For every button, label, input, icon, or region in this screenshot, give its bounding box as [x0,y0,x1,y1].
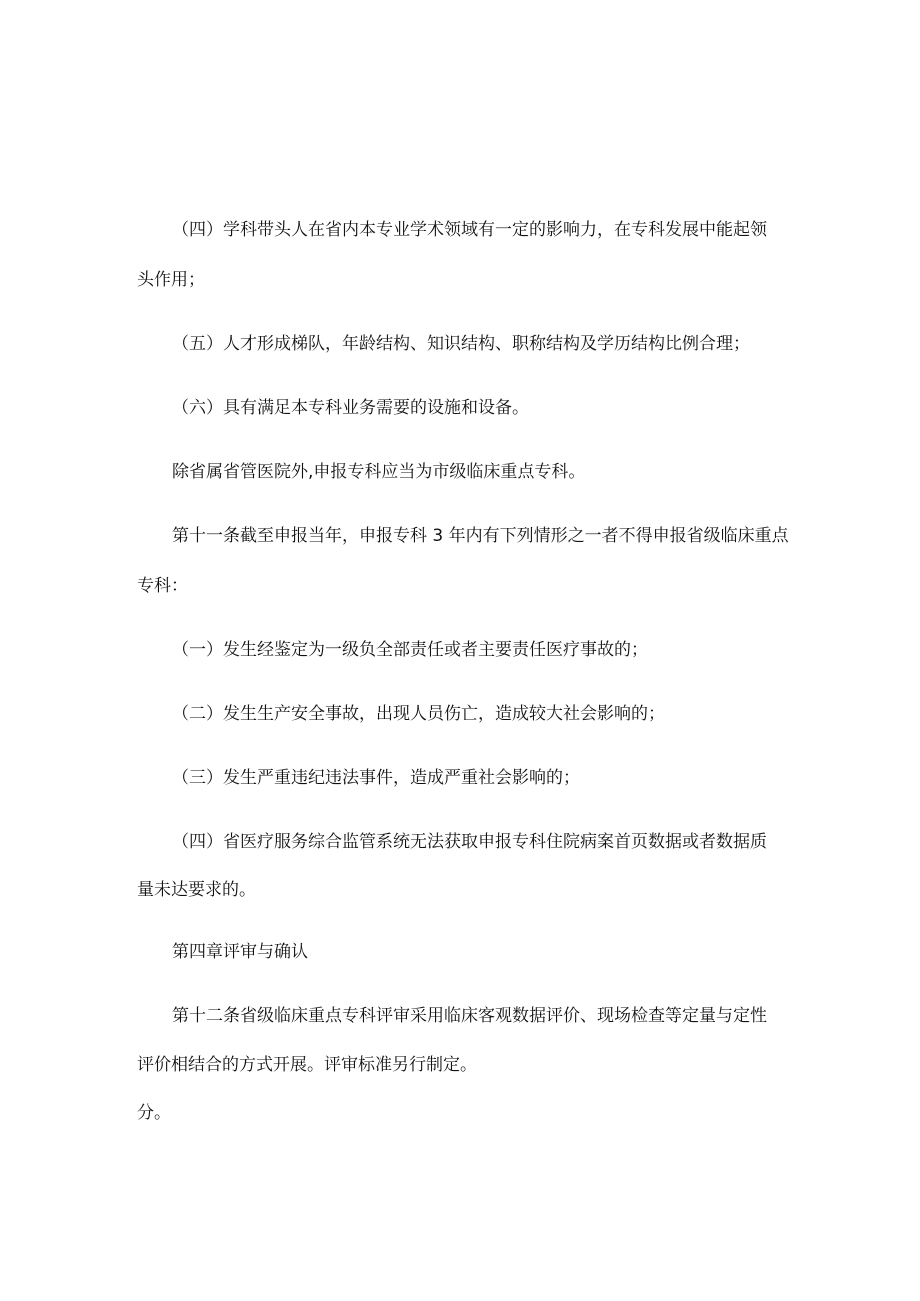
paragraph-line: 除省属省管医院外,申报专科应当为市级临床重点专科。 [172,462,586,482]
paragraph-line: （四）省医疗服务综合监管系统无法获取申报专科住院病案首页数据或者数据质 [172,832,767,852]
paragraph-line: 分。 [137,1103,171,1123]
paragraph-line: 第十二条省级临床重点专科评审采用临床客观数据评价、现场检查等定量与定性 [172,1006,767,1026]
paragraph-line: （二）发生生产安全事故，出现人员伤亡，造成较大社会影响的； [172,704,665,724]
paragraph-line: （五）人才形成梯队，年龄结构、知识结构、职称结构及学历结构比例合理； [172,334,750,354]
paragraph-line: （六）具有满足本专科业务需要的设施和设备。 [172,398,529,418]
paragraph-line: 头作用； [137,270,205,290]
paragraph-line: （三）发生严重违纪违法事件，造成严重社会影响的； [172,768,580,788]
paragraph-line: （一）发生经鉴定为一级负全部责任或者主要责任医疗事故的； [172,640,648,660]
chapter-heading: 第四章评审与确认 [172,942,308,962]
paragraph-line: 专科： [137,576,188,596]
paragraph-line: （四）学科带头人在省内本专业学术领域有一定的影响力，在专科发展中能起领 [172,220,767,240]
paragraph-line: 第十一条截至申报当年，申报专科 3 年内有下列情形之一者不得申报省级临床重点 [172,526,789,546]
paragraph-line: 评价相结合的方式开展。评审标准另行制定。 [137,1055,477,1075]
paragraph-line: 量未达要求的。 [137,880,256,900]
